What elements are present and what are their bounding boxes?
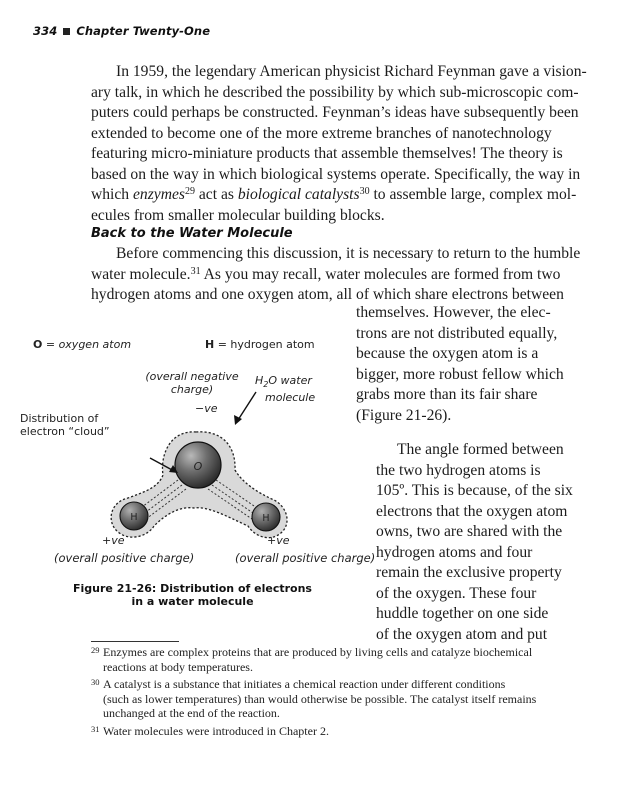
running-head — [33, 24, 210, 38]
text-line: of the oxygen. These four — [376, 584, 537, 602]
hydrogen-atom-left — [120, 502, 148, 530]
chapter-title: Chapter Twenty-One — [76, 24, 211, 38]
text-line: In 1959, the legendary American physicist Richard Feynman gave a vision- — [116, 63, 587, 80]
legend-text: = hydrogen atom — [214, 338, 315, 351]
text-line: featuring micro-miniature products that assemble themselves! The theory is — [91, 145, 563, 162]
footnote-30 — [91, 677, 571, 721]
text-line: hydrogen atoms and one oxygen atom, all of which share electrons between — [91, 286, 564, 303]
legend-text: = oxygen atom — [42, 338, 132, 351]
section-paragraph — [91, 244, 581, 306]
oxygen-atom-label: O — [193, 460, 203, 473]
footnotes — [91, 645, 571, 741]
label-fragment: O water — [268, 374, 312, 387]
hydrogen-atom-right — [252, 503, 280, 531]
text-line: puters could perhaps be constructed. Feynman’s ideas have subsequently been — [91, 104, 579, 121]
text-line: owns, two are shared with the — [376, 523, 563, 540]
term-biological-catalysts: biological catalysts — [237, 186, 360, 203]
caption-line: in a water molecule — [131, 595, 254, 608]
text-line: of the oxygen atom and put — [376, 625, 548, 643]
text-fragment: As you may recall, water molecules are formed from two — [200, 265, 561, 283]
text-line: hydrogen atoms and four — [376, 543, 533, 561]
hydrogen-atom-label: H — [262, 513, 270, 524]
negative-ve-label: −ve — [195, 402, 218, 415]
footnote-number: 31 — [91, 723, 100, 734]
footnote-ref-31[interactable]: 31 — [190, 265, 201, 277]
label-fragment: H — [255, 374, 264, 387]
legend-oxygen — [33, 338, 131, 351]
molecule-label — [255, 374, 315, 404]
legend-symbol: O — [33, 338, 43, 351]
term-enzymes: enzymes — [133, 186, 185, 203]
text-fragment: to assemble large, complex mol- — [369, 186, 577, 203]
section-paragraph-wrap — [356, 303, 564, 426]
text-line: based on the way in which biological systems operate. Specifically, the way in — [91, 165, 581, 183]
text-line: 105º. This is because, of the six — [376, 482, 573, 499]
legend-hydrogen — [205, 338, 315, 351]
positive-charge-right-label: (overall positive charge) — [235, 551, 376, 565]
text-line: extended to become one of the more extreme branches of nanotechnology — [91, 124, 552, 142]
water-molecule-diagram — [20, 330, 365, 580]
label-subscript: 2 — [263, 380, 269, 390]
text-line: ecules from smaller molecular building blocks. — [91, 206, 385, 224]
caption-line: Figure 21-26: Distribution of electrons — [73, 582, 312, 595]
footnote-line: A catalyst is a substance that initiates a chemical reaction under different conditions — [103, 677, 506, 691]
figure-21-26 — [20, 330, 376, 620]
footnote-31 — [91, 724, 571, 739]
electron-cloud-label — [20, 412, 110, 438]
text-line: because the oxygen atom is a — [356, 345, 539, 362]
text-line: huddle together on one side — [376, 605, 549, 622]
text-fragment: act as — [194, 186, 238, 203]
text-line: remain the exclusive property — [376, 564, 562, 581]
intro-paragraph — [91, 62, 587, 226]
hydrogen-atom-label: H — [130, 512, 138, 523]
text-line: Before commencing this discussion, it is necessary to return to the humble — [116, 245, 581, 262]
label-line: charge) — [170, 383, 214, 396]
footnote-line: (such as lower temperatures) than would otherwise be possible. The catalyst itself remains — [103, 691, 537, 706]
molecule-arrow-icon — [234, 392, 256, 425]
text-line: themselves. However, the elec- — [356, 304, 551, 321]
footnote-number: 29 — [91, 645, 100, 655]
text-line: electrons that the oxygen atom — [376, 502, 568, 520]
section-paragraph-2 — [376, 440, 573, 645]
footnote-ref-29[interactable]: 29 — [184, 186, 195, 197]
text-fragment: which — [91, 186, 134, 203]
text-line: bigger, more robust fellow which — [356, 365, 564, 383]
text-line: the two hydrogen atoms is — [376, 461, 541, 479]
text-line — [91, 265, 580, 286]
label-line: molecule — [265, 391, 316, 405]
text-line: ary talk, in which he described the possibility by which sub-microscopic com- — [91, 83, 579, 101]
negative-charge-label — [142, 370, 242, 396]
label-line: electron “cloud” — [20, 425, 110, 438]
footnote-ref-30[interactable]: 30 — [359, 186, 370, 197]
footnote-line: Enzymes are complex proteins that are produced by living cells and catalyze biochemical — [103, 645, 533, 659]
footnote-line: reactions at body temperatures. — [103, 659, 253, 674]
footnote-line: Water molecules were introduced in Chapter 2. — [103, 723, 329, 738]
positive-charge-left-label: (overall positive charge) — [54, 551, 195, 565]
text-line: (Figure 21-26). — [356, 406, 452, 424]
footnote-number: 30 — [91, 677, 100, 687]
text-line: grabs more than its fair share — [356, 386, 538, 403]
text-fragment: water molecule. — [91, 265, 191, 283]
text-line: The angle formed between — [397, 441, 564, 458]
square-bullet-icon — [63, 28, 70, 35]
positive-ve-left-label: +ve — [102, 534, 125, 547]
figure-caption — [20, 582, 365, 608]
label-line: Distribution of — [20, 412, 99, 425]
text-line: trons are not distributed equally, — [356, 324, 558, 342]
text-line — [91, 185, 587, 206]
legend-symbol: H — [205, 338, 215, 351]
section-heading: Back to the Water Molecule — [91, 226, 293, 241]
footnote-line: unchanged at the end of the reaction. — [103, 706, 280, 720]
label-line: (overall negative — [145, 370, 239, 383]
footnote-divider — [91, 641, 179, 642]
page-number: 334 — [33, 24, 58, 38]
positive-ve-right-label: +ve — [267, 534, 290, 547]
oxygen-atom — [175, 442, 221, 488]
footnote-29 — [91, 645, 571, 674]
